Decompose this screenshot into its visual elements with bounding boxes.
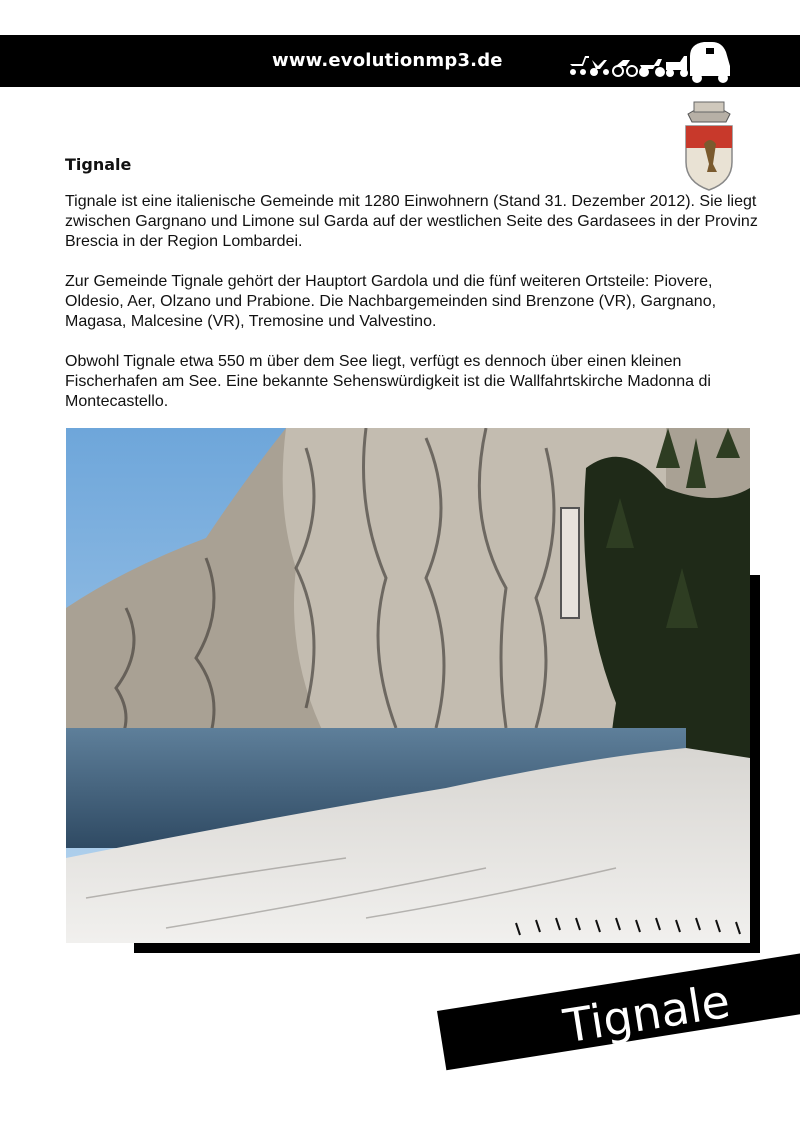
coat-of-arms-icon [680, 98, 738, 194]
scooter-icon [666, 56, 688, 77]
tricycle-icon [590, 60, 609, 76]
page-title: Tignale [65, 155, 132, 174]
article-body [65, 192, 765, 432]
car-icon [690, 42, 730, 83]
site-url-link[interactable]: www.evolutionmp3.de [272, 50, 503, 71]
paragraph: Tignale ist eine italienische Gemeinde mit 1280 Einwohnern (Stand 31. Dezember 2012). Sie liegt zwischen Gargnano und Limone sul Garda auf der westlichen Seite des Gardasees in der Provinz Brescia in der Region Lombardei. [65, 193, 758, 250]
motorcycle-icon [639, 59, 665, 77]
vehicle-icons [566, 38, 736, 84]
bicycle-icon [613, 60, 637, 76]
paragraph: Zur Gemeinde Tignale gehört der Hauptort Gardola und die fünf weiteren Ortsteile: Piovere, Oldesio, Aer, Olzano und Prabione. Die Nachbargemeinden sind Brenzone (VR), Gargnano, Magasa, Malcesine (VR), Tremosine und Valvestino. [65, 273, 717, 330]
paragraph: Obwohl Tignale etwa 550 m über dem See liegt, verfügt es dennoch über einen kleinen Fischerhafen am See. Eine bekannte Sehenswürdigkeit ist die Wallfahrtskirche Madonna di Montecastello. [65, 353, 711, 410]
stroller-icon [570, 56, 589, 75]
title-banner-label: Tignale [560, 973, 734, 1054]
lake-shore-cliff-photo [66, 428, 750, 943]
